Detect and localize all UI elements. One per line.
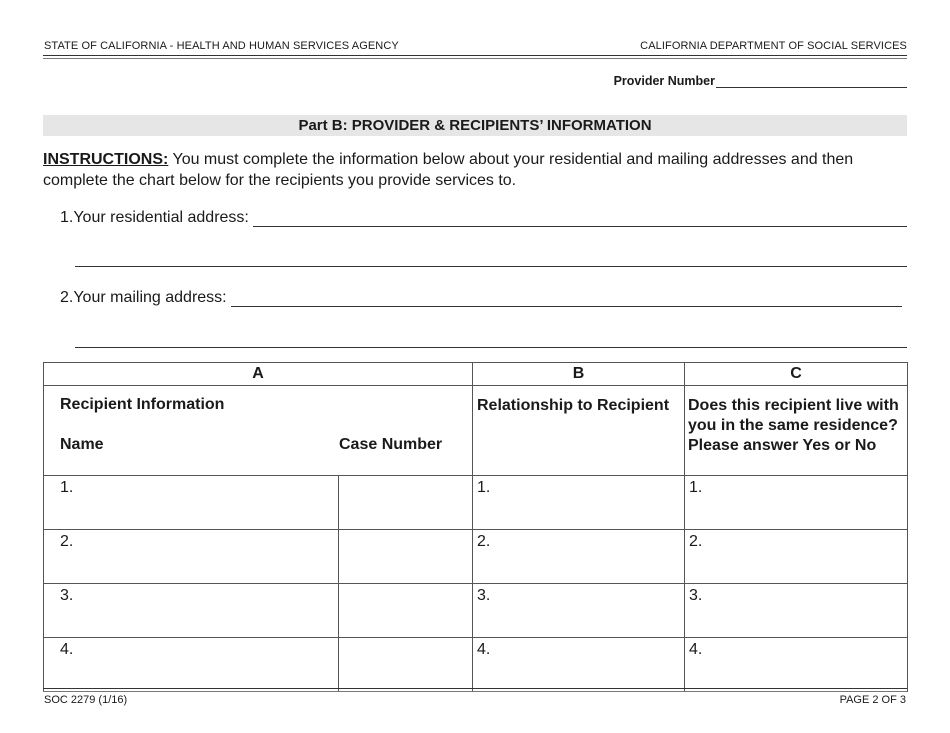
mailing-address-input[interactable] [231,292,902,307]
row-number: 2. [477,533,491,550]
instructions [43,149,913,191]
residential-address-field[interactable] [60,209,907,227]
row-number: 2. [60,533,74,550]
row-number: 1. [477,479,491,496]
residential-address-label: 1.Your residential address: [60,209,249,226]
name-cell[interactable] [44,476,339,530]
column-c-header: C [685,363,908,386]
case-number-cell[interactable] [339,476,473,530]
header-rule [43,55,907,56]
page-number: PAGE 2 OF 3 [839,694,906,706]
provider-number-input[interactable] [716,75,907,88]
case-number-cell[interactable] [339,530,473,584]
name-cell[interactable] [44,530,339,584]
row-number: 4. [60,641,74,658]
row-number: 4. [477,641,491,658]
table-row [44,584,908,638]
footer-rule [43,688,907,689]
row-number: 4. [689,641,703,658]
relationship-cell[interactable] [473,584,685,638]
instructions-text: You must complete the information below about your residential and mailing addresses and then complete the chart below for the recipients you provide services to. [43,151,854,189]
lives-with-cell[interactable] [685,638,908,692]
name-cell[interactable] [44,584,339,638]
name-cell[interactable] [44,638,339,692]
name-label: Name [60,436,104,453]
table-row [44,530,908,584]
lives-with-header: Does this recipient live with you in the same residence? Please answer Yes or No [685,386,908,476]
residential-address-line-2[interactable] [75,266,907,267]
row-number: 1. [689,479,703,496]
relationship-cell[interactable] [473,530,685,584]
instructions-label: INSTRUCTIONS: [43,151,169,168]
agency-header: STATE OF CALIFORNIA - HEALTH AND HUMAN SERVICES AGENCY [44,40,399,52]
mailing-address-field[interactable] [60,289,902,307]
row-number: 3. [60,587,74,604]
provider-number-field[interactable] [614,74,907,88]
table-row [44,476,908,530]
recipient-info-header [44,386,473,476]
row-number: 2. [689,533,703,550]
row-number: 3. [477,587,491,604]
department-header: CALIFORNIA DEPARTMENT OF SOCIAL SERVICES [640,40,907,52]
recipient-info-label: Recipient Information [60,396,225,413]
relationship-cell[interactable] [473,638,685,692]
lives-with-cell[interactable] [685,476,908,530]
column-b-header: B [473,363,685,386]
case-number-label: Case Number [339,436,443,453]
section-title: Part B: PROVIDER & RECIPIENTS’ INFORMATION [43,115,907,136]
relationship-cell[interactable] [473,476,685,530]
mailing-address-label: 2.Your mailing address: [60,289,227,306]
lives-with-cell[interactable] [685,584,908,638]
header-rule-secondary [43,58,907,59]
residential-address-input[interactable] [253,212,907,227]
provider-number-label: Provider Number [613,74,715,88]
row-number: 3. [689,587,703,604]
relationship-header: Relationship to Recipient [473,386,685,476]
case-number-cell[interactable] [339,584,473,638]
lives-with-cell[interactable] [685,530,908,584]
row-number: 1. [60,479,74,496]
recipients-table [43,362,908,692]
case-number-cell[interactable] [339,638,473,692]
mailing-address-line-2[interactable] [75,347,907,348]
footer-rule-secondary [43,691,907,692]
table-row [44,638,908,692]
form-id: SOC 2279 (1/16) [44,694,128,706]
column-a-header: A [44,363,473,386]
